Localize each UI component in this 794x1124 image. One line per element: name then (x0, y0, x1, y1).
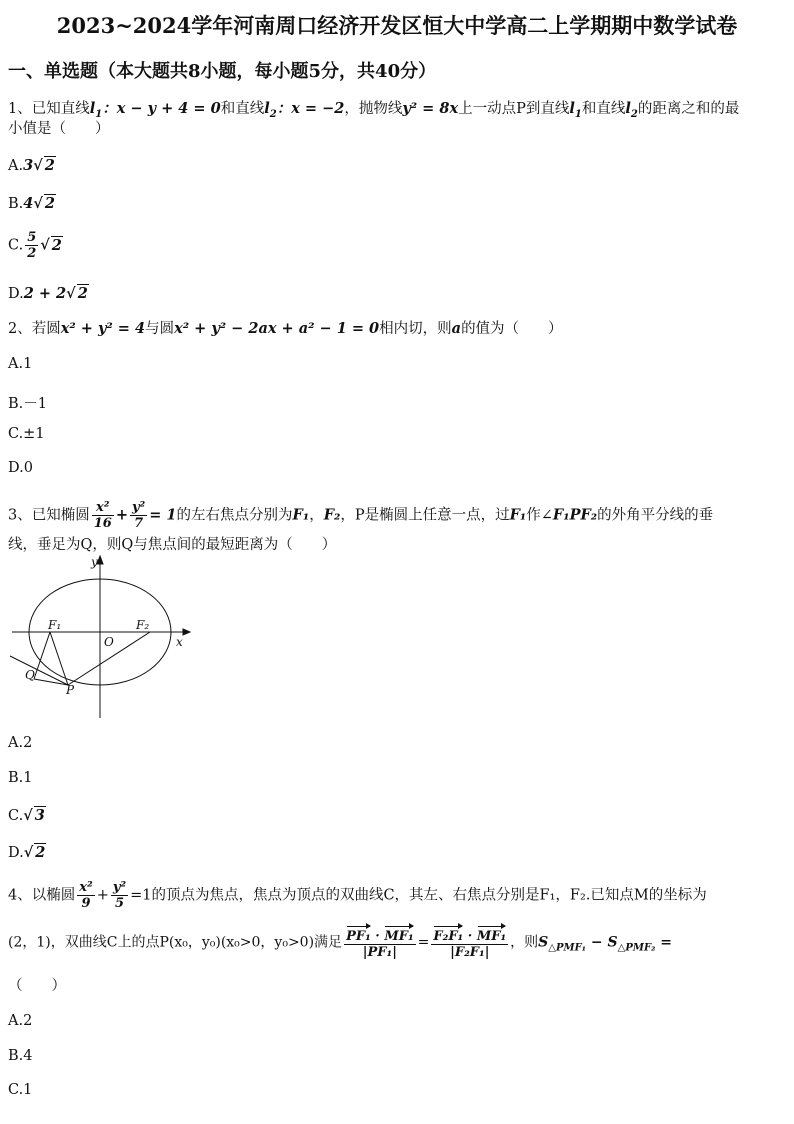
parabola-equation: y² = 8x (402, 100, 459, 117)
q3-option-b[interactable]: B.1 (8, 770, 33, 786)
ellipse-figure (8, 552, 198, 722)
q4-option-a[interactable]: A.2 (8, 1013, 33, 1029)
question-2-line-1: 2、若圆x² + y² = 4与圆x² + y² − 2ax + a² − 1 = 0相内切，则a的值为（ ） (8, 320, 563, 337)
fraction: $\frac{5}{2}$ (27, 230, 37, 261)
question-number: 3、 (8, 507, 32, 524)
q2-option-a[interactable]: A.1 (8, 356, 33, 372)
q4-option-b[interactable]: B.4 (8, 1048, 33, 1064)
q1-option-a[interactable]: A.3√ 2 (8, 157, 55, 174)
q3-option-a[interactable]: A.2 (8, 735, 33, 751)
circle-1-equation: x² + y² = 4 (60, 320, 146, 337)
question-number: 1、 (8, 101, 32, 117)
x-axis-label: x (176, 635, 183, 649)
vector-fraction-rhs: $\frac{\text{F₂F₁ · MF₁}}{\text{|F₂F₁|}}$ (431, 925, 508, 960)
y-axis-label: y (91, 555, 98, 569)
question-4-line-2: (2，1)，双曲线C上的点P(x₀，y₀)(x₀>0，y₀>0)满足 $\frac{\text{PF₁ · MF₁}}{\text{|PF₁|}}$ = $\frac{\text{F₂F₁ · MF₁}}{\text{|F₂F₁|}}$ ，则$S_{\triangle PMF_1} - S_{\triangle PMF_2}$ = (8, 925, 672, 960)
q1-option-c[interactable]: C. $\frac{5}{2}$ √ 2 (8, 230, 62, 261)
section-heading: 一、单选题（本大题共8小题，每小题5分，共40分） (8, 61, 437, 82)
question-3-line-1: 3、已知椭圆 $\frac{\text{x²}}{16}$ + $\frac{\text{y²}}{7}$ = 1的左右焦点分别为F₁，F₂，P是椭圆上任意一点，过F₁作∠F₁PF₂的外角平分线的垂 (8, 500, 714, 531)
x-axis-arrow (183, 629, 190, 635)
line-l1-equation: ：x − y + 4 = 0 (102, 100, 221, 117)
y-axis-arrow (97, 556, 103, 564)
q2-option-c[interactable]: C.±1 (8, 426, 45, 442)
q3-option-d[interactable]: D.√ 2 (8, 844, 46, 861)
point-q-label: Q (25, 668, 35, 682)
q2-option-d[interactable]: D.0 (8, 460, 33, 476)
question-3-line-2: 线，垂足为Q，则Q与焦点间的最短距离为（ ） (8, 537, 337, 553)
fraction: $\frac{\text{y²}}{5}$ (112, 880, 127, 911)
document-title: 2023~2024学年河南周口经济开发区恒大中学高二上学期期中数学试卷 (56, 13, 738, 38)
q1-option-d[interactable]: D.2 + 2√ 2 (8, 285, 88, 302)
focus-f1-label: F₁ (48, 618, 62, 632)
question-number: 4、 (8, 887, 32, 904)
fraction: $\frac{\text{x²}}{16}$ (93, 500, 112, 531)
q2-option-b[interactable]: B.－1 (8, 396, 47, 412)
fraction: $\frac{\text{y²}}{7}$ (131, 500, 146, 531)
origin-label: O (104, 635, 114, 649)
q1-option-b[interactable]: B.4√ 2 (8, 195, 55, 212)
q4-option-c[interactable]: C.1 (8, 1082, 33, 1098)
question-4-line-1: 4、以椭圆 $\frac{\text{x²}}{9}$ + $\frac{\text{y²}}{5}$ =1的顶点为焦点，焦点为顶点的双曲线C，其左、右焦点分别是F₁，F₂.已知点M的坐标为 (8, 880, 707, 911)
q3-option-c[interactable]: C.√ 3 (8, 807, 45, 824)
fraction: $\frac{\text{x²}}{9}$ (79, 880, 93, 911)
point-p-label: P (66, 683, 75, 697)
line-l2-equation: ：x = −2 (276, 100, 345, 117)
circle-2-equation: x² + y² − 2ax + a² − 1 = 0 (174, 320, 380, 337)
question-number: 2、 (8, 321, 32, 337)
question-4-line-3: （ ） (8, 978, 66, 994)
vector-fraction-lhs: $\frac{\text{PF₁ · MF₁}}{\text{|PF₁|}}$ (344, 925, 416, 960)
question-1-line-2: 小值是（ ） (8, 121, 110, 137)
focus-f2-label: F₂ (136, 618, 150, 632)
question-1-line-1: 1、已知直线$l_1$：x − y + 4 = 0和直线$l_2$：x = −2，抛物线y² = 8x上一动点P到直线$l_1$和直线$l_2$的距离之和的最 (8, 100, 740, 120)
